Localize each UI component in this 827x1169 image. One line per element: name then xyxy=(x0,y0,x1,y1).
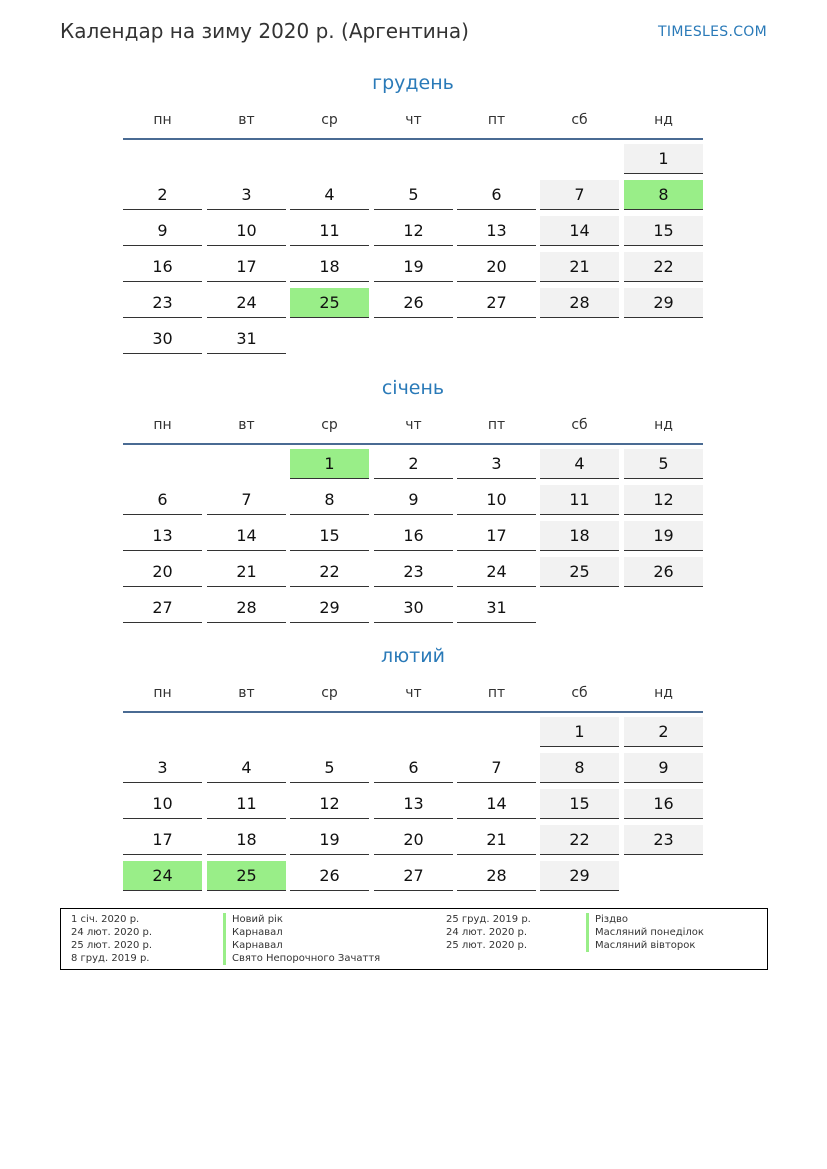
legend-date: 24 лют. 2020 р. xyxy=(71,927,153,938)
day-cell: 27 xyxy=(123,593,202,623)
day-cell: 15 xyxy=(540,789,619,819)
month-december xyxy=(123,70,703,348)
day-cell: 22 xyxy=(290,557,369,587)
legend-holiday: Карнавал xyxy=(223,939,283,952)
day-cell: 4 xyxy=(540,449,619,479)
day-cell: 27 xyxy=(457,288,536,318)
day-cell: 28 xyxy=(207,593,286,623)
day-cell: 19 xyxy=(290,825,369,855)
legend-holiday: Свято Непорочного Зачаття xyxy=(223,952,380,965)
legend-date: 25 груд. 2019 р. xyxy=(446,914,531,925)
legend-date: 1 січ. 2020 р. xyxy=(71,914,140,925)
weekday-label: сб xyxy=(571,685,588,701)
day-cell: 14 xyxy=(207,521,286,551)
day-cell: 29 xyxy=(290,593,369,623)
day-cell: 16 xyxy=(624,789,703,819)
day-cell: 15 xyxy=(624,216,703,246)
day-cell: 20 xyxy=(374,825,453,855)
day-cell: 8 xyxy=(540,753,619,783)
day-cell: 7 xyxy=(207,485,286,515)
site-link[interactable]: TIMESLES.COM xyxy=(658,24,767,40)
day-cell: 13 xyxy=(123,521,202,551)
holiday-day-cell: 1 xyxy=(290,449,369,479)
legend-date: 25 лют. 2020 р. xyxy=(446,940,528,951)
day-cell: 17 xyxy=(123,825,202,855)
weekday-header xyxy=(123,685,703,713)
day-cell: 18 xyxy=(207,825,286,855)
month-name: січень xyxy=(381,377,445,399)
day-cell: 6 xyxy=(374,753,453,783)
holiday-day-cell: 8 xyxy=(624,180,703,210)
day-cell: 2 xyxy=(374,449,453,479)
day-cell: 20 xyxy=(457,252,536,282)
day-cell: 29 xyxy=(624,288,703,318)
day-cell: 30 xyxy=(374,593,453,623)
day-cell: 30 xyxy=(123,324,202,354)
day-cell: 6 xyxy=(457,180,536,210)
weekday-header xyxy=(123,112,703,140)
day-cell: 1 xyxy=(540,717,619,747)
holiday-day-cell: 25 xyxy=(290,288,369,318)
weekday-label: нд xyxy=(654,685,673,701)
day-cell: 12 xyxy=(374,216,453,246)
day-cell: 11 xyxy=(540,485,619,515)
day-cell: 2 xyxy=(624,717,703,747)
weekday-label: сб xyxy=(571,417,588,433)
day-cell: 26 xyxy=(374,288,453,318)
day-cell: 21 xyxy=(457,825,536,855)
day-cell: 8 xyxy=(290,485,369,515)
weekday-label: пт xyxy=(487,685,506,701)
month-january xyxy=(123,375,703,617)
day-cell: 11 xyxy=(207,789,286,819)
weekday-label: вт xyxy=(238,112,255,128)
month-name: лютий xyxy=(381,645,445,667)
day-cell: 9 xyxy=(624,753,703,783)
day-cell: 2 xyxy=(123,180,202,210)
day-cell: 13 xyxy=(457,216,536,246)
legend-holiday: Масляний понеділок xyxy=(586,926,704,939)
weekday-label: пн xyxy=(153,417,172,433)
holiday-day-cell: 24 xyxy=(123,861,202,891)
weekday-label: чт xyxy=(405,417,422,433)
weekday-label: пн xyxy=(153,112,172,128)
day-cell: 23 xyxy=(374,557,453,587)
day-cell: 14 xyxy=(457,789,536,819)
day-cell: 4 xyxy=(207,753,286,783)
day-cell: 4 xyxy=(290,180,369,210)
day-cell: 14 xyxy=(540,216,619,246)
weekday-label: нд xyxy=(654,417,673,433)
day-cell: 26 xyxy=(624,557,703,587)
day-cell: 3 xyxy=(207,180,286,210)
weekday-header xyxy=(123,417,703,445)
holiday-day-cell: 25 xyxy=(207,861,286,891)
day-cell: 9 xyxy=(123,216,202,246)
day-cell: 6 xyxy=(123,485,202,515)
day-cell: 25 xyxy=(540,557,619,587)
legend-holiday: Різдво xyxy=(586,913,628,926)
day-cell: 18 xyxy=(540,521,619,551)
page-title: Календар на зиму 2020 р. (Аргентина) xyxy=(60,19,469,43)
day-cell: 11 xyxy=(290,216,369,246)
legend-date: 24 лют. 2020 р. xyxy=(446,927,528,938)
day-cell: 3 xyxy=(457,449,536,479)
day-cell: 21 xyxy=(207,557,286,587)
weekday-label: ср xyxy=(321,112,338,128)
legend-holiday: Новий рік xyxy=(223,913,283,926)
weekday-label: вт xyxy=(238,417,255,433)
day-cell: 7 xyxy=(540,180,619,210)
day-cell: 16 xyxy=(374,521,453,551)
legend-date: 8 груд. 2019 р. xyxy=(71,953,150,964)
day-cell: 31 xyxy=(457,593,536,623)
weekday-label: пт xyxy=(487,112,506,128)
day-cell: 16 xyxy=(123,252,202,282)
day-cell: 10 xyxy=(123,789,202,819)
weekday-label: чт xyxy=(405,685,422,701)
day-cell: 10 xyxy=(207,216,286,246)
legend-date: 25 лют. 2020 р. xyxy=(71,940,153,951)
day-cell: 23 xyxy=(123,288,202,318)
day-cell: 12 xyxy=(624,485,703,515)
day-cell: 22 xyxy=(540,825,619,855)
day-cell: 5 xyxy=(374,180,453,210)
weekday-label: вт xyxy=(238,685,255,701)
day-cell: 28 xyxy=(540,288,619,318)
holiday-legend xyxy=(60,908,768,970)
day-cell: 10 xyxy=(457,485,536,515)
weekday-label: сб xyxy=(571,112,588,128)
day-cell: 29 xyxy=(540,861,619,891)
weekday-label: нд xyxy=(654,112,673,128)
day-cell: 3 xyxy=(123,753,202,783)
day-cell: 31 xyxy=(207,324,286,354)
weekday-label: ср xyxy=(321,685,338,701)
day-cell: 5 xyxy=(290,753,369,783)
day-cell: 23 xyxy=(624,825,703,855)
weekday-label: ср xyxy=(321,417,338,433)
day-cell: 17 xyxy=(457,521,536,551)
legend-holiday: Карнавал xyxy=(223,926,283,939)
day-cell: 28 xyxy=(457,861,536,891)
day-cell: 1 xyxy=(624,144,703,174)
day-cell: 20 xyxy=(123,557,202,587)
day-cell: 26 xyxy=(290,861,369,891)
weekday-label: пн xyxy=(153,685,172,701)
weekday-label: чт xyxy=(405,112,422,128)
legend-holiday: Масляний вівторок xyxy=(586,939,695,952)
day-cell: 21 xyxy=(540,252,619,282)
weekday-label: пт xyxy=(487,417,506,433)
day-cell: 19 xyxy=(374,252,453,282)
day-cell: 18 xyxy=(290,252,369,282)
day-cell: 5 xyxy=(624,449,703,479)
day-cell: 12 xyxy=(290,789,369,819)
day-cell: 17 xyxy=(207,252,286,282)
day-cell: 27 xyxy=(374,861,453,891)
month-february xyxy=(123,643,703,885)
day-cell: 24 xyxy=(457,557,536,587)
day-cell: 19 xyxy=(624,521,703,551)
day-cell: 22 xyxy=(624,252,703,282)
day-cell: 7 xyxy=(457,753,536,783)
month-name: грудень xyxy=(372,72,454,94)
day-cell: 13 xyxy=(374,789,453,819)
day-cell: 24 xyxy=(207,288,286,318)
day-cell: 9 xyxy=(374,485,453,515)
day-cell: 15 xyxy=(290,521,369,551)
